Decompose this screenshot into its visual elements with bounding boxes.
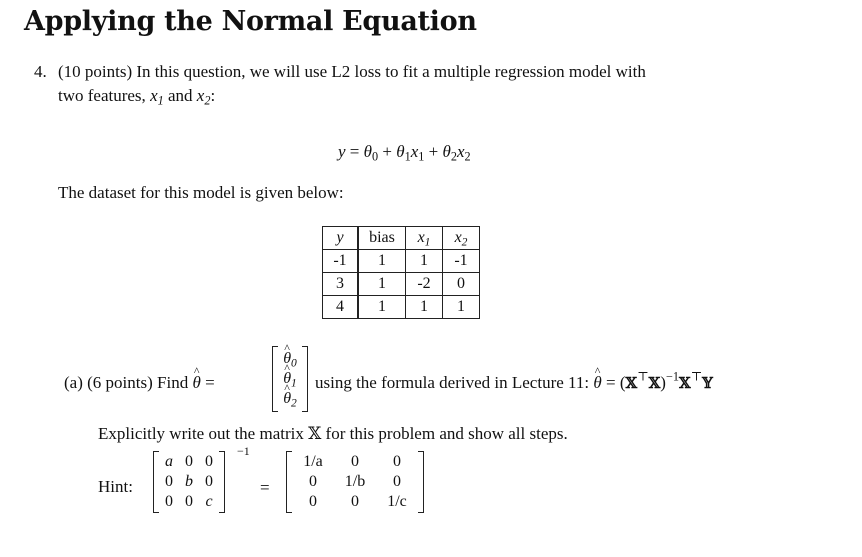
header-x2: $x_2$ xyxy=(443,227,480,250)
matrix-cell: 0 xyxy=(309,473,317,490)
dataset-text: The dataset for this model is given below: xyxy=(58,183,344,202)
question-number: 4. xyxy=(34,62,47,81)
matrix-cell: 0 xyxy=(351,493,359,510)
cell: -2 xyxy=(406,273,443,296)
table-header-row xyxy=(323,227,480,250)
matrix-cell: 0 xyxy=(393,453,401,470)
table-row xyxy=(323,296,480,319)
part-a-label: (a) xyxy=(64,373,83,392)
hint-equals: = xyxy=(260,478,270,497)
using-text: using the formula derived in Lecture 11: xyxy=(315,373,590,392)
matrix-cell: 0 xyxy=(309,493,317,510)
hint-exponent: −1 xyxy=(237,444,250,458)
theta-2: ^ $\theta_2$ xyxy=(279,390,301,408)
matrix-cell: 0 xyxy=(205,473,213,490)
table-row xyxy=(323,250,480,273)
intro-and: and xyxy=(167,86,193,105)
matrix-cell: c xyxy=(205,493,213,510)
part-a-find: Find xyxy=(157,373,189,392)
matrix-cell: 1/b xyxy=(344,473,366,490)
cell: 4 xyxy=(323,296,359,319)
matrix-cell: 0 xyxy=(185,453,193,470)
matrix-cell: 0 xyxy=(165,493,173,510)
model-equation: $y = \theta_0 + \theta_1x_1 + \theta_2x_2$ xyxy=(338,142,471,164)
intro-prefix: two features, xyxy=(58,86,146,105)
matrix-cell: 0 xyxy=(205,453,213,470)
question-intro-line2 xyxy=(58,86,215,106)
question-intro-line1: (10 points) In this question, we will use L2 loss to fit a multiple regression model with xyxy=(58,62,646,81)
cell: 1 xyxy=(358,273,406,296)
header-y: y xyxy=(323,227,359,250)
part-a-formula-line xyxy=(315,369,713,393)
matrix-cell: a xyxy=(165,453,173,470)
hint-right-matrix xyxy=(286,451,424,513)
part-a-points: (6 points) xyxy=(87,373,153,392)
hint-label: Hint: xyxy=(98,477,133,496)
cell: 1 xyxy=(406,250,443,273)
cell: 1 xyxy=(443,296,480,319)
normal-equation-formula: ^ θ = (𝕏⊤𝕏)$^{-1}$𝕏⊤𝕐 xyxy=(593,373,712,392)
part-a-line: (a) (6 points) Find ^ θ = xyxy=(64,373,215,393)
theta-0: ^ $\theta_0$ xyxy=(279,350,301,368)
header-x1: $x_1$ xyxy=(406,227,443,250)
table-row xyxy=(323,273,480,296)
cell: -1 xyxy=(443,250,480,273)
matrix-cell: 0 xyxy=(393,473,401,490)
cell: 1 xyxy=(358,250,406,273)
feature-x2: $x_2$ xyxy=(196,86,211,108)
matrix-cell: b xyxy=(185,473,193,490)
matrix-cell: 1/c xyxy=(387,493,407,510)
hint-left-matrix xyxy=(153,451,225,513)
intro-colon: : xyxy=(210,86,216,105)
part-a-instruction: Explicitly write out the matrix 𝕏 for this problem and show all steps. xyxy=(98,424,568,443)
cell: 3 xyxy=(323,273,359,296)
theta-1: ^ $\theta_1$ xyxy=(279,370,301,388)
matrix-cell: 0 xyxy=(351,453,359,470)
theta-vector xyxy=(272,346,308,412)
cell: 1 xyxy=(406,296,443,319)
matrix-cell: 1/a xyxy=(303,453,323,470)
feature-x1: $x_1$ xyxy=(150,86,164,108)
cell: -1 xyxy=(323,250,359,273)
page-title: Applying the Normal Equation xyxy=(24,6,477,37)
header-bias: bias xyxy=(358,227,406,250)
cell: 1 xyxy=(358,296,406,319)
dataset-table xyxy=(322,226,480,319)
matrix-cell: 0 xyxy=(185,493,193,510)
matrix-cell: 0 xyxy=(165,473,173,490)
cell: 0 xyxy=(443,273,480,296)
